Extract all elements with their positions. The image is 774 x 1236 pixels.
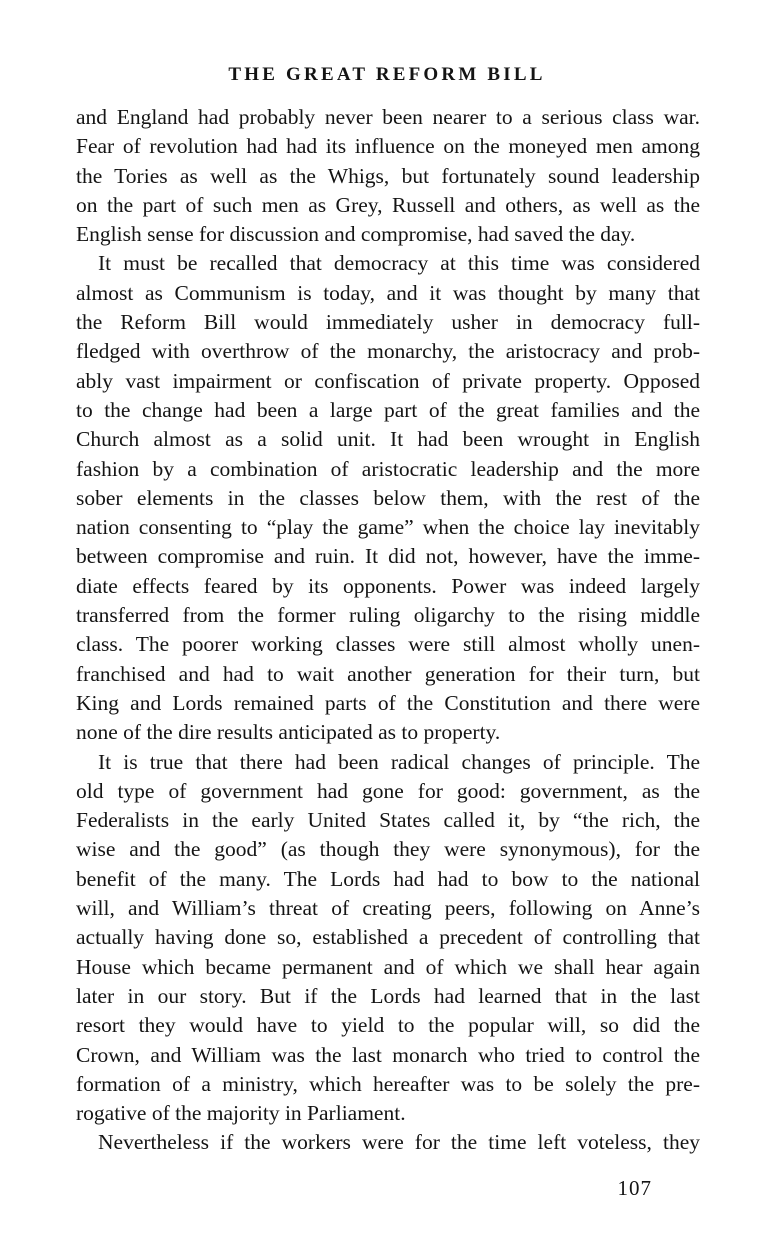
paragraph bbox=[76, 103, 700, 249]
text-line: between compromise and ruin. It did not, however, have the imme- bbox=[76, 544, 700, 569]
text-line: the Reform Bill would immediately usher in democracy full- bbox=[76, 310, 700, 335]
text-line: fledged with overthrow of the monarchy, the aristocracy and prob- bbox=[76, 339, 700, 364]
text-line: benefit of the many. The Lords had had to bow to the national bbox=[76, 866, 700, 891]
text-line: will, and William’s threat of creating peers, following on Anne’s bbox=[76, 896, 700, 921]
text-line: It must be recalled that democracy at this time was considered bbox=[98, 251, 700, 276]
text-line: House which became permanent and of which we shall hear again bbox=[76, 954, 700, 979]
running-head: THE GREAT REFORM BILL bbox=[228, 64, 546, 85]
text-line: the Tories as well as the Whigs, but fortunately sound leadership bbox=[76, 163, 700, 188]
text-line: Federalists in the early United States called it, by “the rich, the bbox=[76, 808, 700, 833]
paragraph bbox=[76, 249, 700, 747]
paragraph bbox=[76, 748, 700, 1129]
text-line: Church almost as a solid unit. It had been wrought in English bbox=[76, 427, 700, 452]
text-line: later in our story. But if the Lords had learned that in the last bbox=[76, 983, 700, 1008]
body-text bbox=[76, 103, 700, 1158]
text-line: Crown, and William was the last monarch who tried to control the bbox=[76, 1042, 700, 1067]
text-line: on the part of such men as Grey, Russell and others, as well as the bbox=[76, 192, 700, 217]
text-line: Nevertheless if the workers were for the time left voteless, they bbox=[98, 1130, 700, 1155]
text-line: rogative of the majority in Parliament. bbox=[76, 1101, 406, 1126]
text-line: transferred from the former ruling oligarchy to the rising middle bbox=[76, 603, 700, 628]
paragraph bbox=[76, 1128, 700, 1157]
text-line: and England had probably never been nearer to a serious class war. bbox=[76, 105, 700, 129]
text-line: fashion by a combination of aristocratic leadership and the more bbox=[76, 456, 700, 481]
text-line: to the change had been a large part of the great families and the bbox=[76, 397, 700, 422]
text-line: wise and the good” (as though they were synonymous), for the bbox=[76, 837, 700, 862]
text-line: English sense for discussion and compromise, had saved the day. bbox=[76, 222, 636, 247]
text-line: formation of a ministry, which hereafter was to be solely the pre- bbox=[76, 1071, 700, 1096]
text-line: sober elements in the classes below them, with the rest of the bbox=[76, 485, 700, 510]
text-line: It is true that there had been radical changes of principle. The bbox=[98, 749, 700, 774]
text-line: ably vast impairment or confiscation of private property. Opposed bbox=[76, 368, 700, 393]
text-line: nation consenting to “play the game” when the choice lay inevitably bbox=[76, 515, 700, 540]
text-line: King and Lords remained parts of the Constitution and there were bbox=[76, 690, 700, 715]
text-line: Fear of revolution had had its influence on the moneyed men among bbox=[76, 134, 700, 159]
text-line: franchised and had to wait another generation for their turn, but bbox=[76, 661, 700, 686]
text-line: none of the dire results anticipated as to property. bbox=[76, 720, 501, 745]
text-line: resort they would have to yield to the popular will, so did the bbox=[76, 1013, 700, 1038]
text-line: actually having done so, established a precedent of controlling that bbox=[76, 925, 700, 950]
text-line: almost as Communism is today, and it was thought by many that bbox=[76, 280, 700, 305]
text-line: class. The poorer working classes were still almost wholly unen- bbox=[76, 632, 700, 657]
text-line: diate effects feared by its opponents. Power was indeed largely bbox=[76, 573, 700, 598]
text-line: old type of government had gone for good: government, as the bbox=[76, 778, 700, 803]
page-number: 107 bbox=[617, 1176, 652, 1200]
